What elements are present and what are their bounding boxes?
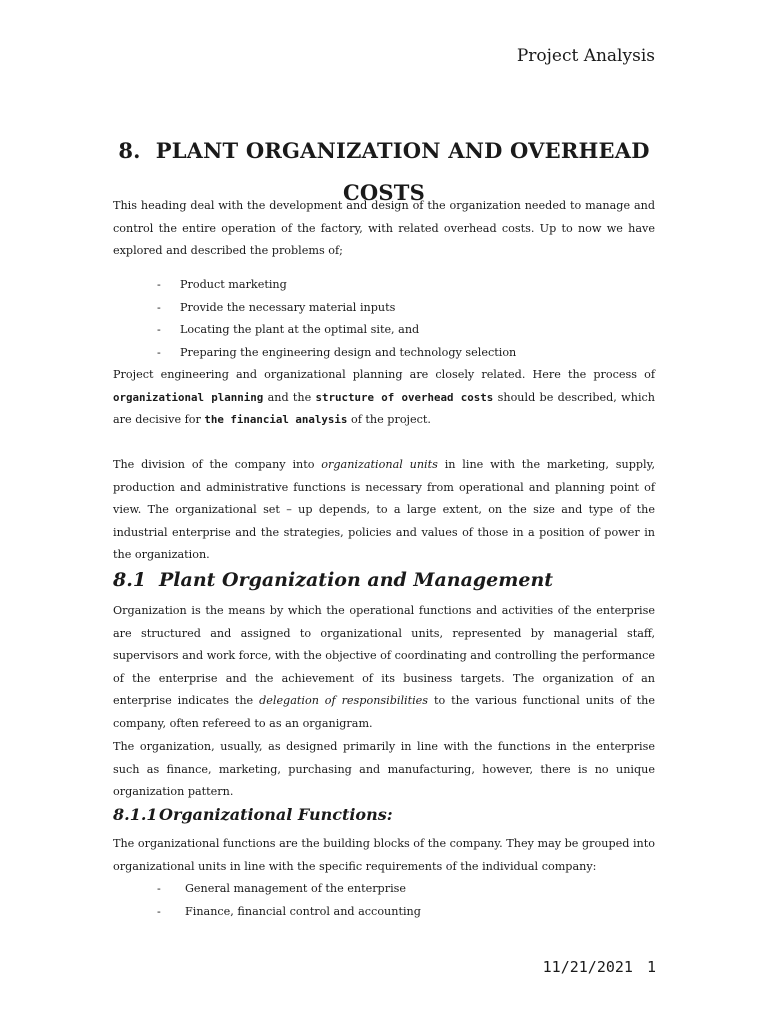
section-title: Plant Organization and Management [159, 569, 554, 591]
section-8-1-1-paragraph-1: The organizational functions are the building blocks of the company. They may be grouped into organizational units in line with the specific requirements of the individual company: [113, 837, 655, 873]
emphasis-delegation: delegation of responsibilities [259, 694, 429, 707]
list-item: - General management of the enterprise [113, 878, 655, 901]
page-number: 1 [646, 958, 656, 976]
section-number: 8.1.1 [113, 805, 158, 824]
section-title: Organizational Functions: [159, 805, 393, 824]
intro-paragraph-1: This heading deal with the development and design of the organization needed to manage and control the entire operation of the factory, with related overhead costs. Up to now we have explored and described the problems of; [113, 199, 655, 257]
bullet-marker: - [157, 300, 161, 314]
functions-list [113, 878, 655, 923]
bullet-marker: - [157, 323, 161, 336]
chapter-title-line2: COSTS [343, 180, 425, 205]
section-heading-8-1-1 [113, 805, 393, 824]
footer-date: 11/21/2021 [542, 958, 633, 976]
section-number: 8.1 [113, 569, 147, 591]
chapter-title-line1: PLANT ORGANIZATION AND OVERHEAD [155, 138, 650, 163]
section-8-1-paragraph-1: Organization is the means by which the operational functions and activities of the enterprise are structured and assigned to organizational units, represented by managerial staff, supervisors and work force, with the objective of coordinating and controlling the performance of the enterprise and the achievement of its business targets. The organization of an enterprise indicates the delegation of responsibilities to the various functional units of the company, often refereed to as an organigram. [113, 604, 655, 730]
intro-paragraph-3: The division of the company into organizational units in line with the marketing, supply, production and administrative functions is necessary from operational and planning point of view. The organizational set – up depends, to a large extent, on the size and type of the industrial enterprise and the strategies, policies and values of those in a position of power in the organization. [113, 458, 656, 561]
problems-list [113, 274, 655, 364]
list-item: - Product marketing [113, 274, 655, 297]
intro-paragraph-2: Project engineering and organizational planning are closely related. Here the process of organizational planning and the structure of overhead costs should be described, which are decisive for the financial analysis of the project. [113, 368, 655, 426]
chapter-number: 8. [118, 138, 141, 163]
bullet-marker: - [157, 278, 161, 291]
page-footer [543, 958, 656, 976]
bullet-marker: - [157, 904, 161, 918]
list-item: - Finance, financial control and accounting [113, 901, 655, 924]
section-8-1-paragraph-2: The organization, usually, as designed primarily in line with the functions in the enterprise such as finance, marketing, purchasing and manufacturing, however, there is no unique organization pattern. [113, 740, 655, 798]
list-item: - Preparing the engineering design and technology selection [113, 342, 655, 365]
emphasis-organizational-units: organizational units [321, 458, 438, 471]
bullet-marker: - [157, 882, 161, 895]
emphasis-organizational-planning: organizational planning [113, 390, 264, 404]
emphasis-financial-analysis: the financial analysis [204, 413, 348, 426]
emphasis-overhead-costs: structure of overhead costs [315, 390, 494, 404]
bullet-marker: - [157, 345, 161, 359]
list-item: - Provide the necessary material inputs [113, 297, 655, 320]
section-heading-8-1 [113, 569, 553, 591]
list-item: - Locating the plant at the optimal site, and [113, 319, 655, 342]
running-header: Project Analysis [516, 46, 655, 66]
